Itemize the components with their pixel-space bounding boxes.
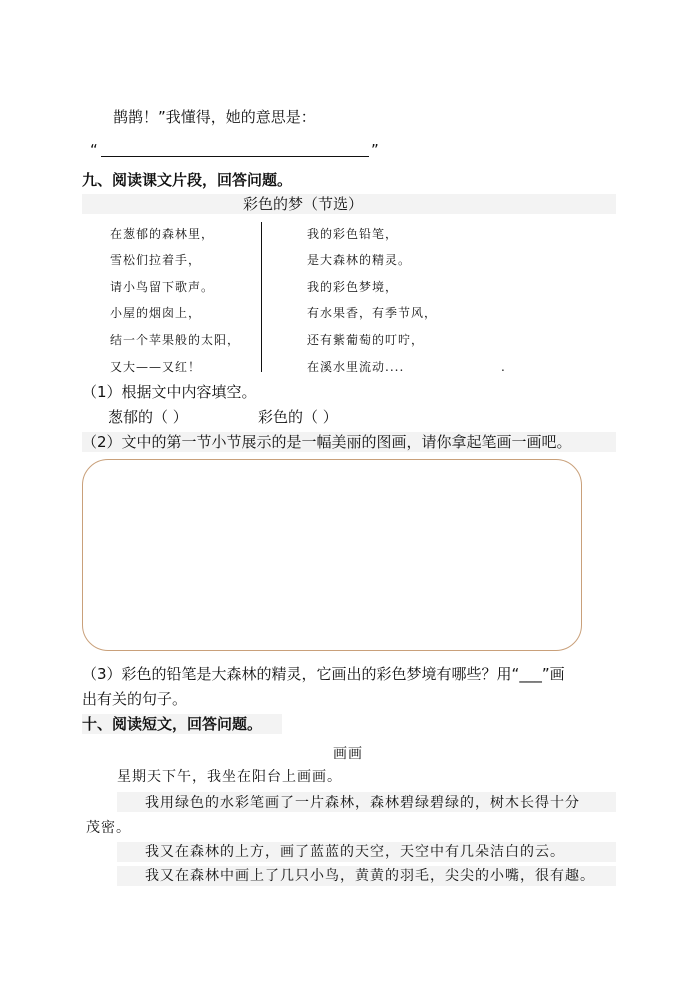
poem-right-line: 我的彩色梦境， (307, 280, 399, 294)
poem-right-line: 我的彩色铅笔， (307, 227, 399, 241)
question-3-line1: （3）彩色的铅笔是大森林的精灵，它画出的彩色梦境有哪些？用“___”画 (82, 665, 565, 683)
essay-paragraph: 我又在森林中画上了几只小鸟，黄黄的羽毛，尖尖的小嘴，很有趣。 (145, 868, 595, 884)
section9-heading: 九、阅读课文片段，回答问题。 (82, 171, 293, 189)
section10-heading: 十、阅读短文，回答问题。 (82, 715, 263, 733)
poem-left-line: 小屋的烟囱上， (110, 306, 202, 320)
intro-line: 鹊鹊！”我懂得，她的意思是： (113, 108, 316, 126)
poem-left-line: 结一个苹果般的太阳， (110, 333, 241, 347)
quote-close: ” (371, 141, 379, 159)
question-3-line2: 出有关的句子。 (82, 690, 188, 708)
stray-dot: . (501, 360, 506, 374)
question-2-label: （2）文中的第一节小节展示的是一幅美丽的图画，请你拿起笔画一画吧。 (82, 433, 572, 451)
essay-paragraph-cont: 茂密。 (86, 820, 131, 836)
fill-blank-2[interactable]: 彩色的（ ） (258, 408, 338, 426)
fill-blank-1[interactable]: 葱郁的（ ） (108, 408, 188, 426)
essay-title: 画画 (333, 746, 363, 762)
poem-divider (261, 222, 262, 372)
poem-left-line: 雪松们拉着手， (110, 253, 202, 267)
poem-right-line: 是大森林的精灵。 (307, 253, 412, 267)
essay-paragraph: 我用绿色的水彩笔画了一片森林，森林碧绿碧绿的，树木长得十分 (145, 795, 580, 811)
poem-left-line: 又大——又红！ (110, 360, 202, 374)
drawing-area[interactable] (82, 459, 582, 651)
poem-right-line: 在溪水里流动.... (307, 360, 405, 374)
question-1-label: （1）根据文中内容填空。 (82, 383, 257, 401)
quote-open: “ (90, 141, 98, 159)
essay-paragraph: 我又在森林的上方，画了蓝蓝的天空，天空中有几朵洁白的云。 (145, 844, 565, 860)
answer-blank-line[interactable] (101, 156, 369, 157)
essay-paragraph: 星期天下午，我坐在阳台上画画。 (117, 769, 342, 785)
poem-title: 彩色的梦（节选） (243, 195, 364, 213)
poem-left-line: 请小鸟留下歌声。 (110, 280, 215, 294)
poem-right-line: 还有紫葡萄的叮咛， (307, 333, 425, 347)
poem-left-line: 在葱郁的森林里， (110, 227, 215, 241)
poem-right-line: 有水果香，有季节风， (307, 306, 438, 320)
